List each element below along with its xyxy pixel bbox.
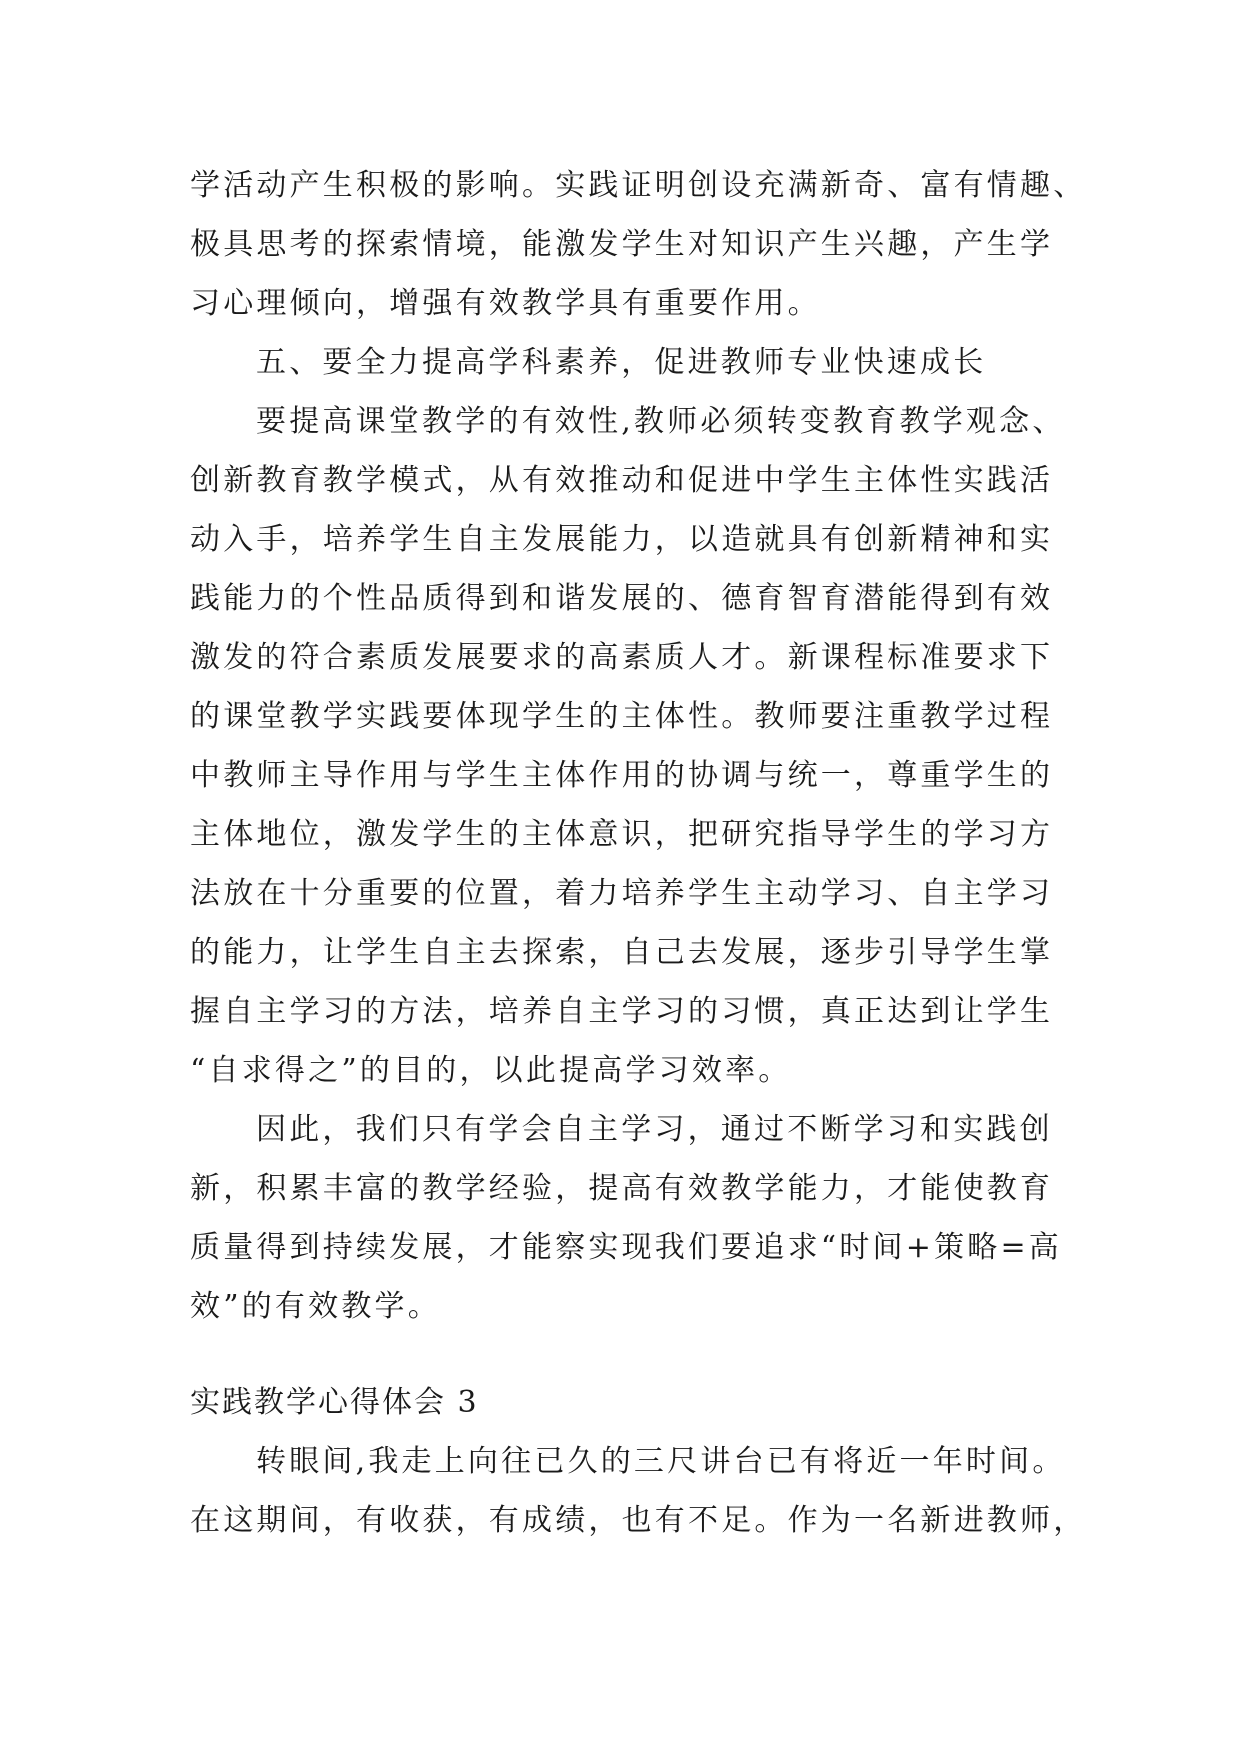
paragraph-line: 质量得到持续发展，才能察实现我们要追求“时间+策略=高 (190, 1230, 1063, 1265)
paragraph-line: 的课堂教学实践要体现学生的主体性。教师要注重教学过程 (190, 699, 1054, 734)
paragraph-line: 中教师主导作用与学生主体作用的协调与统一，尊重学生的 (190, 758, 1054, 793)
paragraph-line: 主体地位，激发学生的主体意识，把研究指导学生的学习方 (190, 817, 1054, 852)
paragraph-line: 握自主学习的方法，培养自主学习的习惯，真正达到让学生 (190, 994, 1054, 1029)
section-heading: 五、要全力提高学科素养，促进教师专业快速成长 (256, 345, 987, 380)
article-title: 实践教学心得体会 3 (190, 1385, 479, 1420)
paragraph-line: 极具思考的探索情境，能激发学生对知识产生兴趣，产生学 (190, 227, 1054, 262)
paragraph-line: 学活动产生积极的影响。实践证明创设充满新奇、富有情趣、 (190, 168, 1087, 203)
paragraph-line: 创新教育教学模式，从有效推动和促进中学生主体性实践活 (190, 463, 1054, 498)
paragraph-line: “自求得之”的目的，以此提高学习效率。 (190, 1053, 792, 1088)
paragraph-line: 新，积累丰富的教学经验，提高有效教学能力，才能使教育 (190, 1171, 1054, 1206)
paragraph-line: 动入手，培养学生自主发展能力，以造就具有创新精神和实 (190, 522, 1054, 557)
paragraph-line: 践能力的个性品质得到和谐发展的、德育智育潜能得到有效 (190, 581, 1054, 616)
paragraph-line: 习心理倾向，增强有效教学具有重要作用。 (190, 286, 821, 321)
paragraph-line: 在这期间，有收获，有成绩，也有不足。作为一名新进教师， (190, 1503, 1087, 1538)
paragraph-line: 的能力，让学生自主去探索，自己去发展，逐步引导学生掌 (190, 935, 1054, 970)
paragraph-line: 转眼间,我走上向往已久的三尺讲台已有将近一年时间。 (256, 1444, 1066, 1479)
paragraph-line: 激发的符合素质发展要求的高素质人才。新课程标准要求下 (190, 640, 1054, 675)
paragraph-line: 因此，我们只有学会自主学习，通过不断学习和实践创 (256, 1112, 1053, 1147)
paragraph-line: 法放在十分重要的位置，着力培养学生主动学习、自主学习 (190, 876, 1054, 911)
paragraph-line: 要提高课堂教学的有效性,教师必须转变教育教学观念、 (256, 404, 1066, 439)
paragraph-line: 效”的有效教学。 (190, 1289, 441, 1324)
